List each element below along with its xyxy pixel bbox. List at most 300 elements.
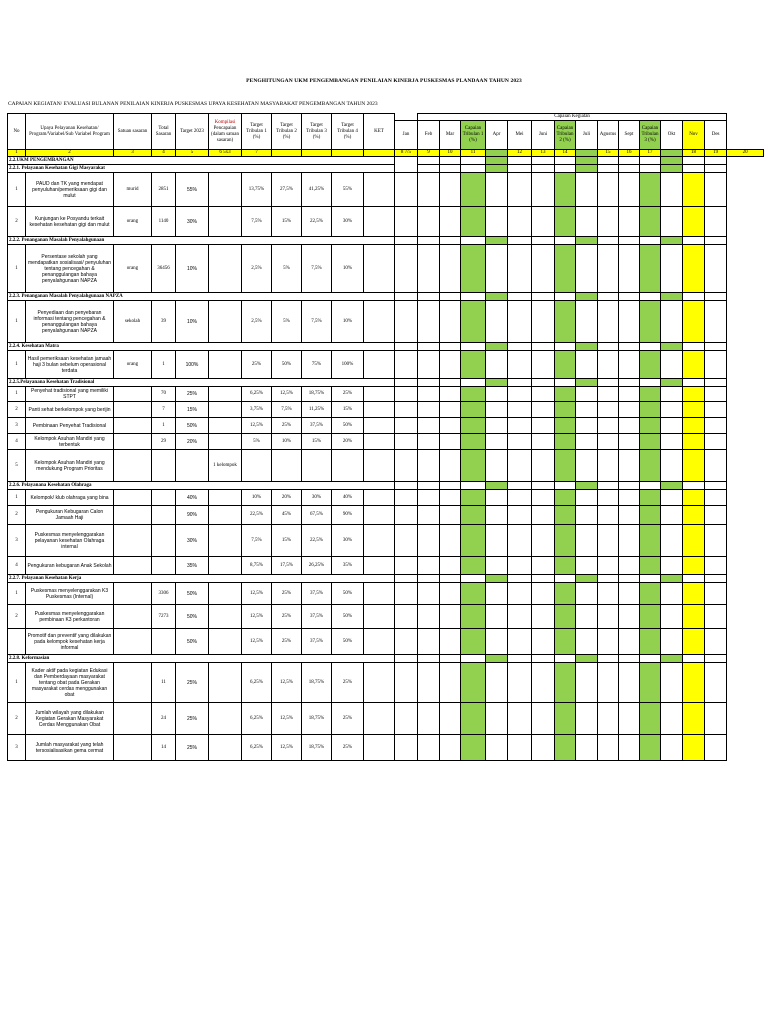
cell-sat — [114, 629, 152, 655]
cell — [440, 379, 461, 387]
cell-month — [486, 605, 508, 629]
cell-t3: 37,5% — [302, 605, 332, 629]
cell-month — [555, 525, 576, 557]
cell-month — [619, 663, 640, 703]
cell-t1: 6,25% — [242, 387, 272, 402]
cell-month — [661, 490, 683, 506]
cell — [461, 293, 486, 301]
cell-tgt: 100% — [176, 351, 209, 379]
cell-no: 3 — [8, 418, 26, 434]
cell-t2: 7,5% — [272, 402, 302, 418]
cell-month — [619, 173, 640, 207]
col-juli: Juli — [576, 121, 598, 150]
cell — [683, 575, 705, 583]
cell-month — [619, 434, 640, 450]
cell-tgt: 50% — [176, 583, 209, 605]
cell-no: 1 — [8, 583, 26, 605]
cell-month — [555, 663, 576, 703]
cell-t2: 45% — [272, 506, 302, 525]
cell-month — [440, 703, 461, 735]
cell-t4: 50% — [332, 583, 364, 605]
table-body — [8, 157, 764, 761]
cell — [461, 379, 486, 387]
cell-month — [532, 703, 555, 735]
cell-no: 4 — [8, 557, 26, 575]
section-row — [8, 293, 764, 301]
cell-t1: 6,25% — [242, 735, 272, 761]
cell-month — [683, 245, 705, 293]
table-row — [8, 506, 764, 525]
cell-month — [440, 450, 461, 482]
col-tw2: Target Tribulan 2 (%) — [272, 114, 302, 150]
cell — [705, 157, 727, 165]
cell-month — [555, 387, 576, 402]
colnum: 13 — [532, 150, 555, 157]
cell — [640, 655, 661, 663]
cell-month — [440, 490, 461, 506]
cell-month — [705, 703, 727, 735]
cell-month — [661, 583, 683, 605]
cell-tgt: 15% — [176, 402, 209, 418]
cell-sat — [114, 490, 152, 506]
table-row — [8, 434, 764, 450]
cell-month — [640, 735, 661, 761]
section-row — [8, 655, 764, 663]
cell-month — [440, 629, 461, 655]
cell-prog: Kelompok Asuhan Mandiri yang mendukung Program Prioritas — [26, 450, 114, 482]
cell-t3: 7,5% — [302, 301, 332, 343]
cell — [508, 575, 532, 583]
cell-month — [461, 605, 486, 629]
cell-ket — [364, 557, 395, 575]
cell-t1: 12,5% — [242, 583, 272, 605]
cell — [661, 482, 683, 490]
cell-t3: 15% — [302, 434, 332, 450]
cell-month — [598, 525, 619, 557]
cell-month — [486, 506, 508, 525]
cell — [661, 293, 683, 301]
cell-month — [461, 663, 486, 703]
cell-month — [486, 245, 508, 293]
cell-month — [598, 506, 619, 525]
cell-month — [683, 434, 705, 450]
cell — [661, 379, 683, 387]
cell-month — [461, 735, 486, 761]
cell-no: 2 — [8, 402, 26, 418]
cell — [619, 293, 640, 301]
cell — [619, 165, 640, 173]
cell-tot: 7 — [152, 402, 176, 418]
section-title: 2.2.5.Pelayanana Kesehatan Tradisional — [8, 379, 395, 387]
cell — [705, 293, 727, 301]
table-row — [8, 557, 764, 575]
cell-month — [619, 418, 640, 434]
cell-month — [640, 387, 661, 402]
cell-ket — [364, 351, 395, 379]
cell-k — [209, 490, 242, 506]
colnum — [576, 150, 598, 157]
cell-month — [661, 506, 683, 525]
cell-ket — [364, 605, 395, 629]
cell — [532, 379, 555, 387]
cell-no — [8, 629, 26, 655]
cell-month — [598, 418, 619, 434]
cell-month — [661, 434, 683, 450]
cell-month — [461, 629, 486, 655]
cell — [555, 293, 576, 301]
cell-month — [461, 506, 486, 525]
cell-month — [598, 402, 619, 418]
section-title: 2.2.6. Pelayanana Kesehatan Olahraga — [8, 482, 395, 490]
cell — [461, 482, 486, 490]
cell-t3: 7,5% — [302, 245, 332, 293]
cell — [576, 165, 598, 173]
cell-tgt: 10% — [176, 301, 209, 343]
cell-k — [209, 525, 242, 557]
cell-month — [598, 245, 619, 293]
cell — [532, 655, 555, 663]
cell-month — [598, 301, 619, 343]
col-ket: KET — [364, 114, 395, 150]
cell — [418, 379, 440, 387]
cell-month — [598, 663, 619, 703]
cell-month — [418, 387, 440, 402]
cell — [532, 575, 555, 583]
cell-month — [683, 525, 705, 557]
cell-month — [640, 629, 661, 655]
cell — [598, 575, 619, 583]
cell — [683, 157, 705, 165]
cell-month — [619, 490, 640, 506]
cell-month — [705, 583, 727, 605]
cell-sat — [114, 387, 152, 402]
cell-tgt: 10% — [176, 245, 209, 293]
cell-sat — [114, 506, 152, 525]
cell-month — [532, 387, 555, 402]
cell-ket — [364, 418, 395, 434]
cell-t4: 10% — [332, 245, 364, 293]
cell-prog: Promotif dan preventif yang dilakukan pada kelompok kesehatan kerja informal — [26, 629, 114, 655]
cell — [486, 293, 508, 301]
cell — [508, 482, 532, 490]
cell-t1: 2,5% — [242, 245, 272, 293]
cell-prog: Penyediaan dan penyebaran informasi tentang pencegahan & penanggulangan bahaya penyalahgunaan NAPZA — [26, 301, 114, 343]
section-title: 2.2.4. Kesehatan Matra — [8, 343, 395, 351]
cell-month — [532, 402, 555, 418]
colnum: 16 — [619, 150, 640, 157]
cell-t1: 6,25% — [242, 663, 272, 703]
cell-t3: 22,5% — [302, 525, 332, 557]
cell — [619, 237, 640, 245]
cell-t1: 3,75% — [242, 402, 272, 418]
cell — [395, 379, 418, 387]
cell — [576, 655, 598, 663]
cell — [661, 655, 683, 663]
cell-month — [395, 402, 418, 418]
cell-month — [532, 301, 555, 343]
cell-t3: 18,75% — [302, 663, 332, 703]
cell — [683, 379, 705, 387]
cell — [461, 655, 486, 663]
col-agustus: Agustus — [598, 121, 619, 150]
cell-month — [395, 245, 418, 293]
cell — [418, 343, 440, 351]
cell-tgt: 20% — [176, 434, 209, 450]
cell-sat: sekolah — [114, 301, 152, 343]
cell-t3: 37,5% — [302, 418, 332, 434]
cell-tot: 14 — [152, 735, 176, 761]
cell-no: 3 — [8, 735, 26, 761]
cell-month — [619, 207, 640, 237]
cell — [418, 157, 440, 165]
cell-month — [395, 583, 418, 605]
cell-month — [461, 583, 486, 605]
col-mei: Mei — [508, 121, 532, 150]
cell-prog: Hasil pemeriksaan kesehatan jamaah haji 3 bulan sebelum operasional terdata — [26, 351, 114, 379]
cell-month — [532, 583, 555, 605]
cell-t4: 25% — [332, 387, 364, 402]
cell-ket — [364, 173, 395, 207]
cell-k — [209, 207, 242, 237]
cell-month — [661, 402, 683, 418]
cell-t4: 15% — [332, 402, 364, 418]
cell-month — [508, 450, 532, 482]
cell-month — [555, 583, 576, 605]
cell-month — [461, 301, 486, 343]
cell-month — [555, 735, 576, 761]
cell — [555, 237, 576, 245]
cell-t3 — [302, 450, 332, 482]
cell-t3: 67,5% — [302, 506, 332, 525]
cell — [705, 379, 727, 387]
cell-k — [209, 506, 242, 525]
cell-month — [508, 245, 532, 293]
cell-month — [640, 418, 661, 434]
cell-month — [440, 418, 461, 434]
cell-month — [508, 525, 532, 557]
col-kompilasi — [209, 114, 242, 150]
colnum: 11 — [461, 150, 486, 157]
cell-k — [209, 557, 242, 575]
cell-month — [683, 351, 705, 379]
cell-t4: 90% — [332, 506, 364, 525]
cell — [461, 157, 486, 165]
cell-t1: 22,5% — [242, 506, 272, 525]
cell — [705, 237, 727, 245]
col-juni: Juni — [532, 121, 555, 150]
cell-k: 1 kelompok — [209, 450, 242, 482]
cell-month — [532, 735, 555, 761]
column-number-row — [8, 150, 764, 157]
cell-month — [486, 351, 508, 379]
cell-month — [555, 418, 576, 434]
cell-month — [576, 351, 598, 379]
cell-month — [683, 583, 705, 605]
cell-no: 1 — [8, 173, 26, 207]
cell-tot: 70 — [152, 387, 176, 402]
cell-month — [598, 434, 619, 450]
cell-ket — [364, 663, 395, 703]
cell-month — [619, 629, 640, 655]
cell-month — [705, 629, 727, 655]
cell-month — [486, 450, 508, 482]
cell-tgt: 50% — [176, 605, 209, 629]
col-mar: Mar — [440, 121, 461, 150]
cell-k — [209, 351, 242, 379]
cell-month — [661, 663, 683, 703]
cell-t4: 10% — [332, 301, 364, 343]
cell — [640, 379, 661, 387]
cell-month — [486, 583, 508, 605]
cell-month — [683, 173, 705, 207]
cell-tgt: 30% — [176, 207, 209, 237]
cell-t2: 10% — [272, 434, 302, 450]
cell — [395, 343, 418, 351]
cell-t2: 12,5% — [272, 735, 302, 761]
cell-month — [395, 301, 418, 343]
cell-t2 — [272, 450, 302, 482]
cell-month — [508, 418, 532, 434]
cell — [440, 293, 461, 301]
cell-ket — [364, 245, 395, 293]
cell-prog: Persentase sekolah yang mendapatkan sosialisasi/ penyuluhan tentang pencegahan & penanggulangan bahaya penyalahgunaan NAPZA — [26, 245, 114, 293]
col-apr: Apr — [486, 121, 508, 150]
cell-ket — [364, 525, 395, 557]
cell-month — [661, 351, 683, 379]
cell-t1: 2,5% — [242, 301, 272, 343]
cell-month — [395, 207, 418, 237]
cell-month — [705, 605, 727, 629]
cell-month — [461, 490, 486, 506]
cell-k — [209, 434, 242, 450]
cell — [532, 165, 555, 173]
cell — [555, 575, 576, 583]
cell-month — [532, 663, 555, 703]
cell-month — [486, 629, 508, 655]
col-tw1: Target Tribulan 1 (%) — [242, 114, 272, 150]
cell-month — [486, 525, 508, 557]
cell-month — [598, 173, 619, 207]
cell — [619, 379, 640, 387]
cell — [461, 165, 486, 173]
cell-sat: murid — [114, 173, 152, 207]
cell-month — [619, 605, 640, 629]
cell-month — [640, 207, 661, 237]
cell-month — [555, 557, 576, 575]
cell-ket — [364, 450, 395, 482]
cell-t1: 12,5% — [242, 605, 272, 629]
cell-month — [598, 351, 619, 379]
cell — [440, 482, 461, 490]
cell — [418, 575, 440, 583]
cell — [461, 343, 486, 351]
cell-month — [508, 490, 532, 506]
cell — [395, 165, 418, 173]
cell-month — [683, 735, 705, 761]
cell-month — [508, 735, 532, 761]
cell-month — [555, 703, 576, 735]
cell — [395, 157, 418, 165]
cell-month — [486, 173, 508, 207]
cell-month — [395, 605, 418, 629]
cell-sat — [114, 663, 152, 703]
cell-t2: 12,5% — [272, 663, 302, 703]
cell-month — [486, 301, 508, 343]
cell-t4: 30% — [332, 525, 364, 557]
cell-month — [576, 490, 598, 506]
cell-month — [486, 735, 508, 761]
cell — [576, 237, 598, 245]
cell-month — [532, 490, 555, 506]
cell-month — [461, 207, 486, 237]
cell — [461, 237, 486, 245]
cell-t2: 5% — [272, 301, 302, 343]
cell — [532, 343, 555, 351]
cell-k — [209, 735, 242, 761]
cell — [576, 343, 598, 351]
cell-month — [461, 245, 486, 293]
cell — [576, 379, 598, 387]
section-title: 2.2.7. Pelayanan Kesehatan Kerja — [8, 575, 395, 583]
cell-month — [486, 490, 508, 506]
section-row — [8, 575, 764, 583]
table-row — [8, 173, 764, 207]
cell-k — [209, 703, 242, 735]
col-feb: Feb — [418, 121, 440, 150]
cell-month — [418, 450, 440, 482]
cell-t3: 18,75% — [302, 703, 332, 735]
colnum: 10 — [440, 150, 461, 157]
cell-month — [661, 605, 683, 629]
cell — [440, 343, 461, 351]
cell-month — [705, 418, 727, 434]
cell-month — [440, 605, 461, 629]
cell-ket — [364, 703, 395, 735]
cell-tgt: 50% — [176, 418, 209, 434]
section-row — [8, 343, 764, 351]
cell-no: 5 — [8, 450, 26, 482]
cell-ket — [364, 629, 395, 655]
cell — [508, 293, 532, 301]
cell-tgt — [176, 450, 209, 482]
cell-month — [640, 605, 661, 629]
col-okt: Okt — [661, 121, 683, 150]
cell — [683, 655, 705, 663]
cell-month — [705, 387, 727, 402]
cell-t1: 7,5% — [242, 525, 272, 557]
cell-month — [640, 506, 661, 525]
cell-month — [661, 301, 683, 343]
table-row — [8, 703, 764, 735]
cell-sat: orang — [114, 207, 152, 237]
cell-month — [640, 434, 661, 450]
cell-month — [418, 490, 440, 506]
cell-month — [640, 557, 661, 575]
cell-month — [508, 629, 532, 655]
cell-month — [418, 605, 440, 629]
cell-no: 4 — [8, 434, 26, 450]
cell-month — [418, 418, 440, 434]
cell-month — [576, 418, 598, 434]
cell-ket — [364, 207, 395, 237]
col-total: Total Sasaran — [152, 114, 176, 150]
cell-no: 2 — [8, 506, 26, 525]
kompilasi-label: Kompilasi — [214, 119, 236, 125]
cell-month — [395, 351, 418, 379]
table-row — [8, 245, 764, 293]
cell — [486, 343, 508, 351]
cell-sat — [114, 583, 152, 605]
